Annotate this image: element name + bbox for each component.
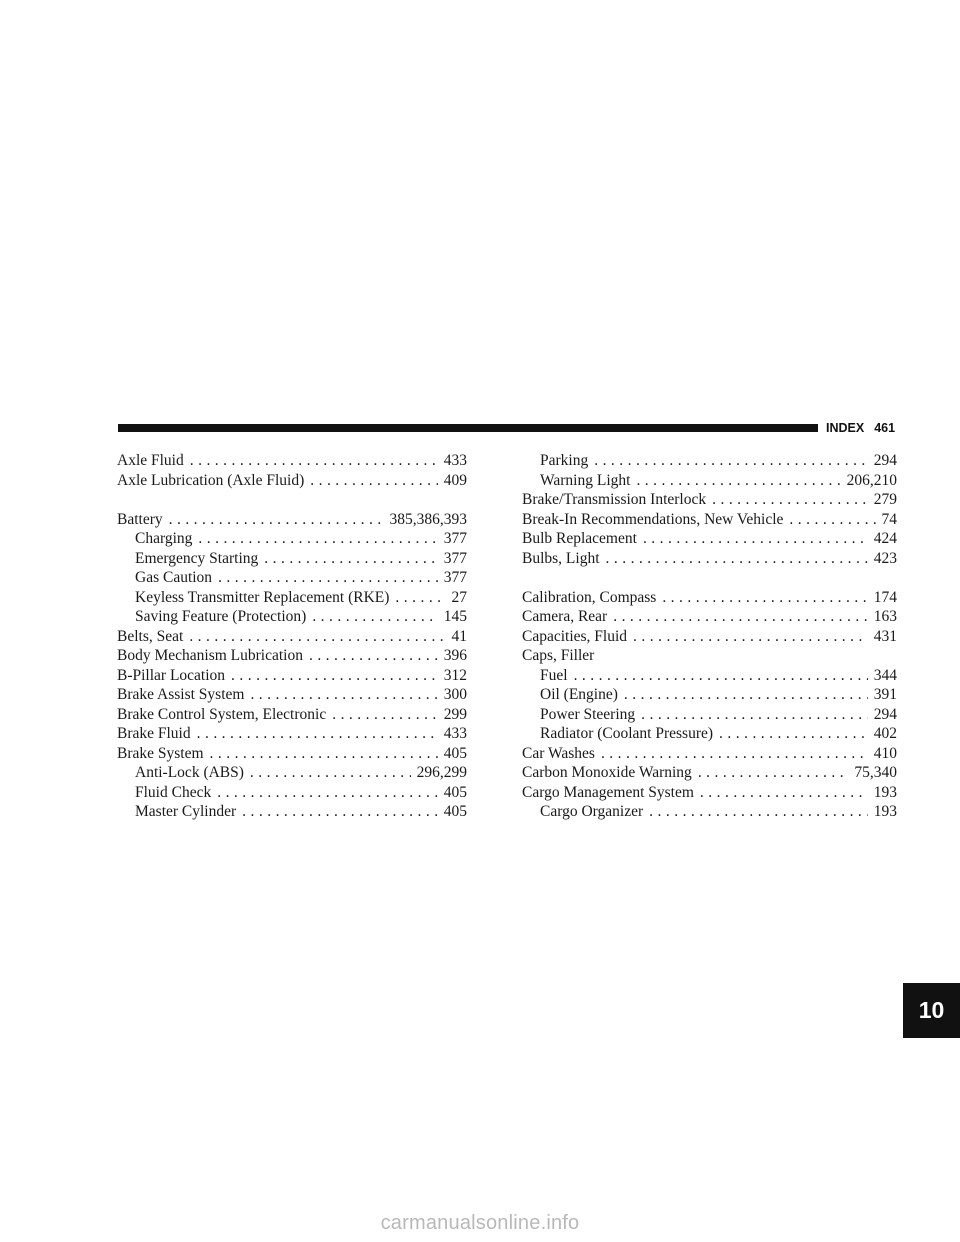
index-entry (522, 744, 897, 764)
entry-page-reference[interactable]: 299 (443, 705, 467, 723)
entry-label: Brake Assist System (117, 686, 245, 703)
page-number: 461 (874, 421, 896, 435)
entry-label: Anti-Lock (ABS) (135, 764, 244, 781)
index-entry (117, 666, 467, 686)
entry-label: Emergency Starting (135, 549, 259, 567)
index-subentry (117, 783, 467, 803)
entry-page-reference[interactable]: 75,340 (854, 764, 897, 781)
entry-label: Cargo Organizer (540, 803, 644, 820)
index-subentry (522, 666, 897, 686)
chapter-tab-label: 10 (918, 997, 945, 1023)
entry-label: Charging (135, 530, 193, 547)
entry-label: Brake System (117, 744, 204, 762)
entry-spacer (522, 568, 897, 588)
entry-label: Warning Light (540, 471, 631, 489)
dot-leader (712, 490, 868, 510)
index-subentry (522, 451, 897, 471)
index-subentry (522, 802, 897, 822)
index-entry (522, 510, 897, 530)
entry-label: Fluid Check (135, 783, 212, 801)
watermark: carmanualsonline.info (380, 1212, 580, 1234)
entry-label: Parking (540, 452, 589, 469)
header-rule (118, 424, 818, 432)
entry-page-reference[interactable]: 27 (451, 588, 467, 606)
entry-page-reference[interactable]: 41 (451, 627, 467, 645)
entry-page-reference[interactable]: 405 (443, 744, 467, 762)
entry-page-reference[interactable]: 405 (443, 783, 467, 801)
entry-page-reference[interactable]: 409 (443, 471, 467, 489)
entry-page-reference[interactable]: 344 (873, 666, 897, 684)
dot-leader (217, 783, 438, 803)
entry-label: Axle Fluid (117, 452, 184, 469)
dot-leader (218, 568, 438, 588)
entry-label: Car Washes (522, 744, 595, 762)
index-entry (117, 451, 467, 471)
entry-page-reference[interactable]: 377 (443, 569, 467, 586)
index-entry (117, 646, 467, 666)
dot-leader (310, 471, 438, 491)
dot-leader (242, 802, 438, 822)
dot-leader (700, 783, 868, 803)
dot-leader (169, 510, 384, 530)
index-entry (522, 529, 897, 549)
entry-page-reference[interactable]: 74 (881, 510, 897, 528)
entry-label: Brake Fluid (117, 725, 191, 742)
dot-leader (606, 549, 868, 569)
entry-page-reference[interactable]: 377 (443, 530, 467, 547)
dot-leader (624, 685, 868, 705)
dot-leader (662, 588, 867, 608)
entry-page-reference[interactable]: 405 (443, 803, 467, 820)
entry-label: B-Pillar Location (117, 666, 226, 684)
dot-leader (264, 549, 437, 569)
entry-page-reference[interactable]: 410 (873, 744, 897, 762)
index-subentry (522, 724, 897, 744)
index-subentry (117, 529, 467, 549)
entry-page-reference[interactable]: 300 (443, 686, 467, 703)
running-header (826, 420, 895, 436)
index-entry (522, 646, 897, 666)
index-subentry (522, 471, 897, 491)
index-entry (522, 627, 897, 647)
entry-label: Saving Feature (Protection) (135, 608, 307, 625)
entry-label: Brake Control System, Electronic (117, 705, 327, 723)
entry-page-reference[interactable]: 163 (873, 608, 897, 625)
dot-leader (698, 763, 849, 783)
index-column-left (117, 451, 467, 822)
entry-label: Fuel (540, 666, 568, 684)
entry-page-reference[interactable]: 294 (873, 705, 897, 723)
dot-leader (198, 529, 437, 549)
dot-leader (633, 627, 868, 647)
dot-leader (309, 646, 438, 666)
index-entry (117, 510, 467, 530)
index-subentry (117, 588, 467, 608)
index-entry (522, 607, 897, 627)
dot-leader (719, 724, 868, 744)
entry-spacer (117, 490, 467, 510)
index-entry (117, 471, 467, 491)
index-entry (117, 685, 467, 705)
section-title: INDEX (826, 421, 865, 435)
entry-label: Carbon Monoxide Warning (522, 764, 692, 781)
entry-label: Oil (Engine) (540, 686, 618, 703)
dot-leader (250, 763, 411, 783)
index-entry (522, 783, 897, 803)
entry-label: Body Mechanism Lubrication (117, 647, 303, 664)
dot-leader (641, 705, 868, 725)
index-subentry (522, 705, 897, 725)
entry-label: Belts, Seat (117, 627, 184, 645)
dot-leader (649, 802, 868, 822)
entry-label: Break-In Recommendations, New Vehicle (522, 510, 784, 528)
index-column-right (522, 451, 897, 822)
dot-leader (197, 724, 438, 744)
dot-leader (601, 744, 868, 764)
entry-label: Radiator (Coolant Pressure) (540, 725, 714, 742)
chapter-tab[interactable] (903, 983, 960, 1038)
entry-page-reference[interactable]: 433 (443, 725, 467, 742)
entry-page-reference[interactable]: 312 (443, 666, 467, 684)
entry-page-reference[interactable]: 294 (873, 452, 897, 469)
entry-label: Calibration, Compass (522, 588, 657, 606)
index-subentry (117, 607, 467, 627)
index-subentry (117, 763, 467, 783)
entry-page-reference[interactable]: 193 (873, 783, 897, 801)
entry-label: Brake/Transmission Interlock (522, 491, 707, 508)
index-entry (522, 549, 897, 569)
dot-leader (574, 666, 868, 686)
index-entry (117, 627, 467, 647)
index-entry (522, 588, 897, 608)
index-entry (522, 763, 897, 783)
dot-leader (210, 744, 438, 764)
index-subentry (117, 802, 467, 822)
dot-leader (613, 607, 868, 627)
entry-page-reference[interactable]: 193 (873, 803, 897, 820)
entry-label: Cargo Management System (522, 783, 694, 801)
entry-page-reference[interactable]: 396 (443, 647, 467, 664)
entry-page-reference[interactable]: 377 (443, 549, 467, 567)
entry-page-reference[interactable]: 391 (873, 686, 897, 703)
entry-page-reference[interactable]: 424 (873, 530, 897, 547)
index-entry (117, 705, 467, 725)
entry-label: Master Cylinder (135, 803, 237, 820)
entry-label: Caps, Filler (522, 647, 595, 664)
entry-page-reference[interactable]: 296,299 (416, 764, 467, 781)
index-entry (522, 490, 897, 510)
entry-page-reference[interactable]: 174 (873, 588, 897, 606)
dot-leader (636, 471, 840, 491)
index-subentry (117, 568, 467, 588)
entry-page-reference[interactable]: 145 (443, 608, 467, 625)
dot-leader (594, 451, 868, 471)
entry-page-reference[interactable]: 385,386,393 (389, 510, 467, 528)
entry-label: Battery (117, 510, 163, 528)
dot-leader (312, 607, 437, 627)
entry-label: Axle Lubrication (Axle Fluid) (117, 471, 305, 489)
entry-label: Capacities, Fluid (522, 627, 628, 645)
dot-leader (231, 666, 438, 686)
entry-page-reference[interactable]: 433 (443, 452, 467, 469)
dot-leader (395, 588, 445, 608)
index-entry (117, 724, 467, 744)
entry-label: Gas Caution (135, 569, 213, 586)
index-subentry (117, 549, 467, 569)
dot-leader (190, 451, 438, 471)
dot-leader (789, 510, 875, 530)
entry-label: Keyless Transmitter Replacement (RKE) (135, 588, 390, 606)
entry-label: Bulb Replacement (522, 530, 637, 547)
entry-page-reference[interactable]: 431 (873, 627, 897, 645)
index-subentry (522, 685, 897, 705)
entry-label: Bulbs, Light (522, 549, 600, 567)
index-entry (117, 744, 467, 764)
entry-page-reference[interactable]: 423 (873, 549, 897, 567)
entry-page-reference[interactable]: 402 (873, 725, 897, 742)
dot-leader (643, 529, 868, 549)
dot-leader (189, 627, 445, 647)
dot-leader (332, 705, 438, 725)
entry-page-reference[interactable]: 279 (873, 491, 897, 508)
entry-page-reference[interactable]: 206,210 (846, 471, 897, 489)
dot-leader (250, 685, 437, 705)
entry-label: Camera, Rear (522, 608, 608, 625)
entry-label: Power Steering (540, 705, 636, 723)
